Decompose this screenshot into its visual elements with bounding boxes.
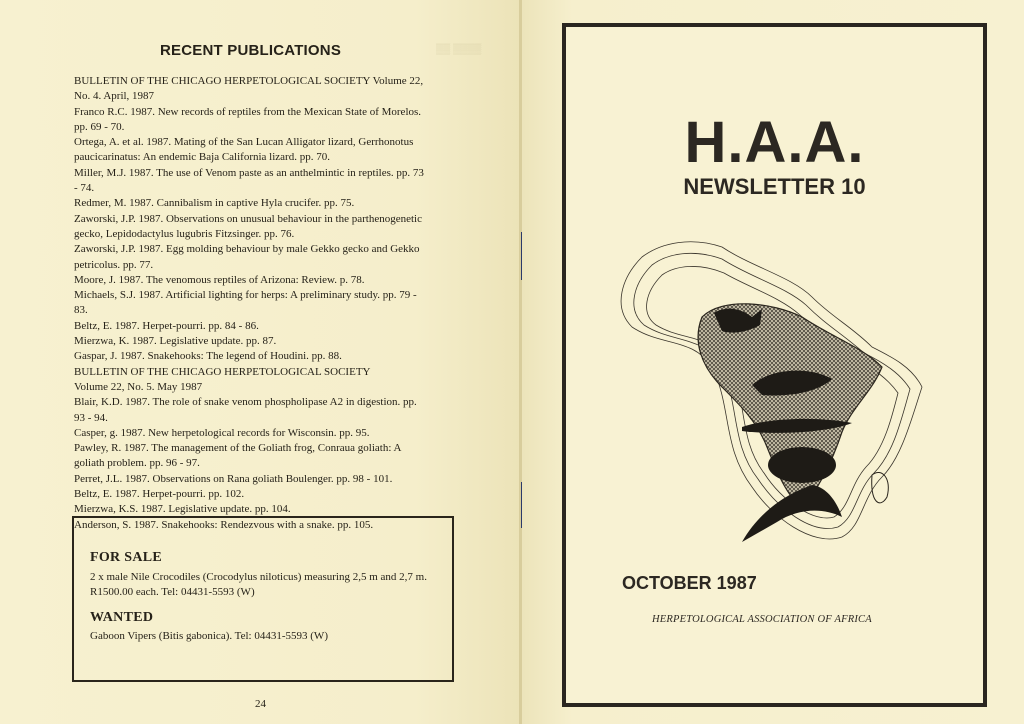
publication-line: Mierzwa, K.S. 1987. Legislative update. pp. 104.	[74, 503, 291, 516]
publication-line: Gaspar, J. 1987. Snakehooks: The legend of Houdini. pp. 88.	[74, 350, 342, 363]
cover-subtitle: NEWSLETTER 10	[683, 174, 866, 199]
publication-line: Anderson, S. 1987. Snakehooks: Rendezvous with a snake. pp. 105.	[74, 518, 374, 531]
publication-line: gecko, Lepidodactylus lugubris Fitzsinger. pp. 76.	[74, 227, 295, 240]
publication-line: Perret, J.L. 1987. Observations on Rana goliath Boulenger. pp. 98 - 101.	[74, 472, 393, 485]
publication-line: BULLETIN OF THE CHICAGO HERPETOLOGICAL SOCIETY	[74, 365, 371, 378]
publication-line: BULLETIN OF THE CHICAGO HERPETOLOGICAL SOCIETY Volume 22,	[74, 75, 424, 87]
publication-line: goliath problem. pp. 96 - 97.	[74, 457, 200, 470]
publication-line: Zaworski, J.P. 1987. Egg molding behaviour by male Gekko gecko and Gekko	[74, 243, 420, 256]
publication-line: pp. 69 - 70.	[74, 120, 125, 133]
page-heading: RECENT PUBLICATIONS	[160, 42, 342, 59]
publication-line: Michaels, S.J. 1987. Artificial lighting for herps: A preliminary study. pp. 79 -	[74, 289, 417, 302]
wanted-title: WANTED	[90, 610, 154, 625]
publication-line: 93 - 94.	[74, 411, 108, 424]
publication-line: 83.	[74, 304, 88, 317]
publications-list	[74, 74, 456, 533]
publication-line: Moore, J. 1987. The venomous reptiles of Arizona: Review. p. 78.	[74, 273, 365, 286]
publication-line: Volume 22, No. 5. May 1987	[74, 380, 203, 393]
publication-line: Mierzwa, K. 1987. Legislative update. pp. 87.	[74, 335, 277, 348]
publication-line: Casper, g. 1987. New herpetological records for Wisconsin. pp. 95.	[74, 426, 370, 439]
publication-line: Beltz, E. 1987. Herpet-pourri. pp. 84 - 86.	[74, 319, 259, 332]
publication-line: Redmer, M. 1987. Cannibalism in captive Hyla crucifer. pp. 75.	[74, 197, 355, 210]
page-number: 24	[255, 698, 266, 710]
publication-line: Beltz, E. 1987. Herpet-pourri. pp. 102.	[74, 488, 245, 501]
cover-organisation: HERPETOLOGICAL ASSOCIATION OF AFRICA	[652, 614, 872, 625]
cover-date: OCTOBER 1987	[622, 573, 757, 593]
cover-frame	[562, 23, 987, 707]
classifieds-box	[72, 516, 454, 682]
publication-line: Miller, M.J. 1987. The use of Venom paste as an anthelmintic in reptiles. pp. 73	[74, 166, 424, 179]
publication-line: Blair, K.D. 1987. The role of snake venom phospholipase A2 in digestion. pp.	[74, 396, 417, 409]
wanted-text: Gaboon Vipers (Bitis gabonica). Tel: 04431-5593 (W)	[90, 630, 328, 642]
for-sale-title: FOR SALE	[90, 550, 163, 565]
publication-line: petricolus. pp. 77.	[74, 258, 154, 271]
publication-line: paucicarinatus: An endemic Baja California lizard. pp. 70.	[74, 151, 330, 164]
publication-line: Zaworski, J.P. 1987. Observations on unusual behaviour in the parthenogenetic	[74, 212, 422, 225]
show-through-text: ▒▒ ▒▒▒▒	[436, 44, 482, 55]
for-sale-text: 2 x male Nile Crocodiles (Crocodylus niloticus) measuring 2,5 m and 2,7 m. R1500.00 each. Tel: 04431-5593 (W)	[90, 571, 427, 598]
cover-title: H.A.A.	[684, 110, 865, 175]
publication-line: No. 4. April, 1987	[74, 90, 155, 103]
publication-line: Pawley, R. 1987. The management of the Goliath frog, Conraua goliath: A	[74, 442, 402, 455]
africa-map-with-reptiles-icon	[602, 217, 932, 547]
publication-line: Ortega, A. et al. 1987. Mating of the San Lucan Alligator lizard, Gerrhonotus	[74, 136, 414, 149]
publication-line: - 74.	[74, 182, 95, 195]
publication-line: Franco R.C. 1987. New records of reptiles from the Mexican State of Morelos.	[74, 105, 422, 118]
